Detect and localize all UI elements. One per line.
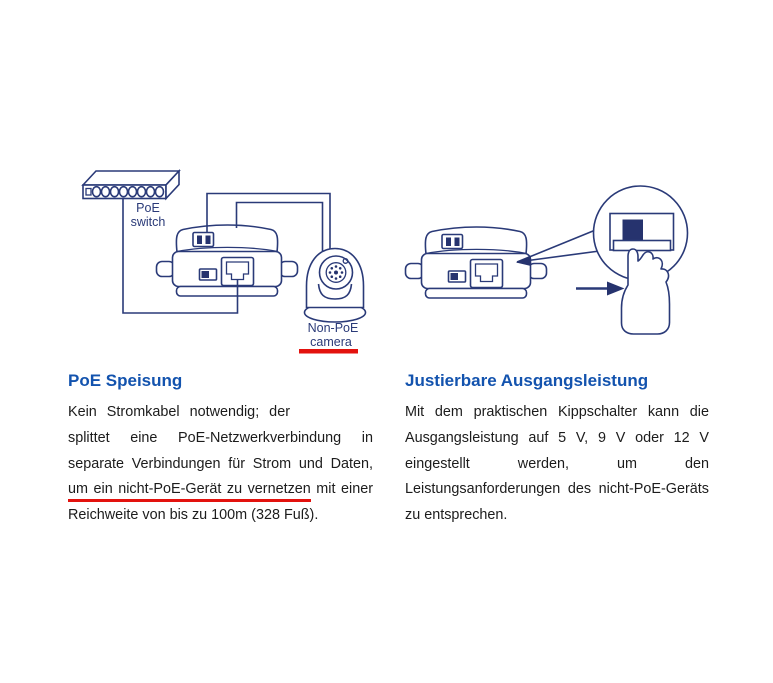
body-line: separate Verbindungen für Strom und Daten,: [68, 455, 373, 472]
section-poe-speisung: [68, 371, 373, 529]
push-arrow-icon: [576, 282, 625, 296]
right-diagram: [406, 186, 688, 334]
body-line-remainder: mit einer: [310, 481, 373, 498]
camera-label-line1: Non-PoE: [307, 321, 359, 335]
toggle-track: [614, 241, 671, 251]
pointing-hand-icon: [622, 249, 670, 334]
section-heading-left: PoE Speisung: [68, 371, 183, 390]
poe-switch-illustration: [83, 171, 179, 199]
camera-label-underline: [299, 349, 358, 354]
red-underlined-phrase: um ein nicht-PoE-Gerät zu vernetzen: [68, 481, 311, 502]
body-line: Reichweite von bis zu 100m (328 Fuß).: [68, 507, 319, 524]
toggle-knob: [623, 220, 644, 242]
body-line: Mit dem praktischen Kippschalter kann die: [405, 404, 709, 420]
body-line: splittet eine PoE-Netzwerkverbindung in: [68, 429, 373, 446]
body-line-underlined: [68, 477, 373, 503]
body-line: Ausgangsleistung auf 5 V, 9 V oder 12 V: [405, 429, 709, 446]
body-line: Kein Stromkabel notwendig; der: [68, 404, 290, 420]
poe-switch-label-line1: PoE: [136, 201, 160, 215]
left-diagram: [83, 171, 366, 354]
camera-illustration: [305, 249, 366, 323]
body-line: Leistungsanforderungen des nicht-PoE-Geräts: [405, 481, 709, 498]
body-line: eingestellt werden, um den: [405, 455, 709, 472]
section-heading-right: Justierbare Ausgangsleistung: [405, 371, 649, 390]
section-justierbare-ausgangsleistung: [405, 371, 709, 529]
poe-switch-label-line2: switch: [130, 215, 166, 229]
poe-splitter-device-left: [157, 225, 298, 296]
camera-label-line2: camera: [310, 335, 352, 349]
body-line: zu entsprechen.: [405, 507, 508, 524]
